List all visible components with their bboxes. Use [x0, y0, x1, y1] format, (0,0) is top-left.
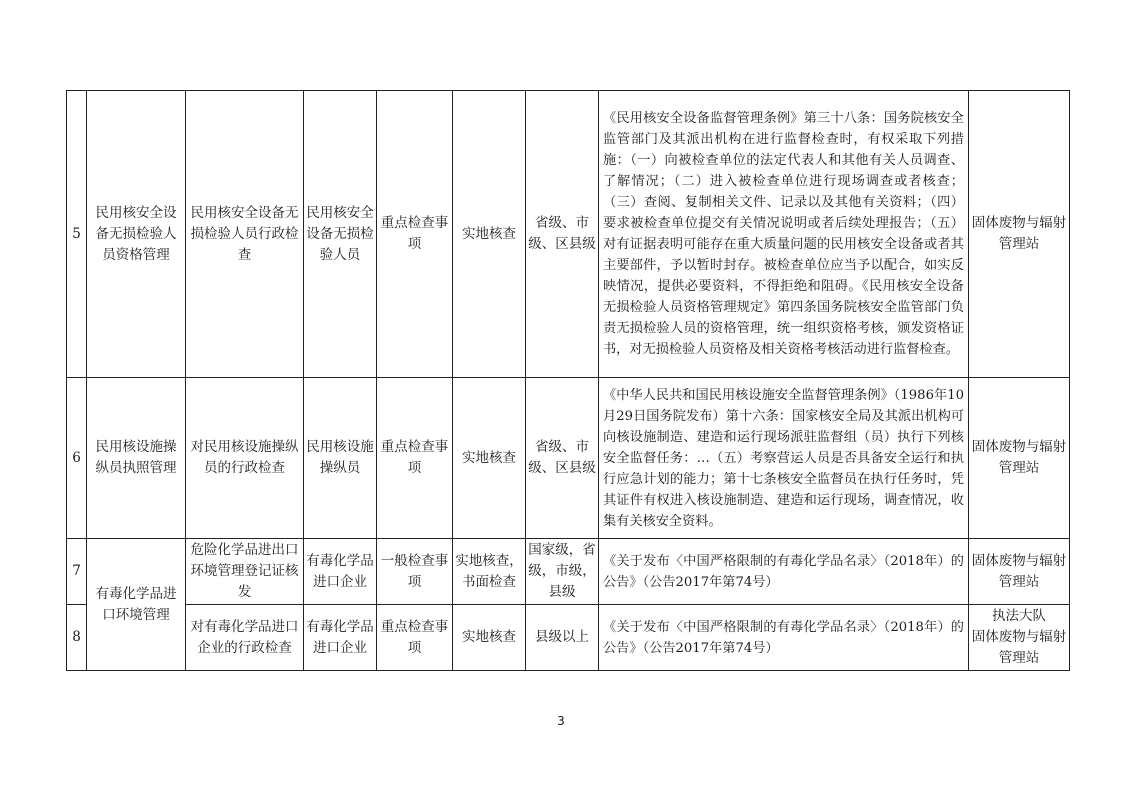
inspection-level: 县级以上	[526, 605, 599, 671]
inspection-object: 民用核设施操纵员	[304, 378, 377, 539]
responsible-department: 固体废物与辐射管理站	[969, 91, 1070, 378]
legal-basis: 《中华人民共和国民用核设施安全监督管理条例》（1986年10月29日国务院发布）第十六条：国家核安全局及其派出机构可向核设施制造、建造和运行现场派驻监督组（员）执行下列核安全监督任务：…（五）考察营运人员是否具备安全运行和执行应急计划的能力；第十七条核安全监督员在执行任务时，凭其证件有权进入核设施制造、建造和运行现场，调查情况，收集有关核安全资料。	[599, 378, 969, 539]
inspection-category: 一般检查事项	[377, 539, 453, 605]
inspection-item: 民用核安全设备无损检验人员资格管理	[87, 91, 186, 378]
inspection-object: 有毒化学品进口企业	[304, 605, 377, 671]
row-number: 6	[67, 378, 87, 539]
inspection-object: 民用核安全设备无损检验人员	[304, 91, 377, 378]
row-number: 8	[67, 605, 87, 671]
inspection-level: 国家级，省级，市级，县级	[526, 539, 599, 605]
row-number: 7	[67, 539, 87, 605]
inspection-item: 民用核设施操纵员执照管理	[87, 378, 186, 539]
inspection-level: 省级、市级、区县级	[526, 91, 599, 378]
inspection-method: 实地核查	[453, 378, 526, 539]
inspection-subitem: 对有毒化学品进口企业的行政检查	[186, 605, 304, 671]
inspection-method: 实地核查，书面检查	[453, 539, 526, 605]
inspection-items-table	[66, 90, 1070, 671]
inspection-level: 省级、市级、区县级	[526, 378, 599, 539]
table-row	[67, 539, 1070, 605]
legal-basis: 《关于发布〈中国严格限制的有毒化学品名录〉（2018年）的公告》（公告2017年第74号）	[599, 539, 969, 605]
inspection-subitem: 危险化学品进出口环境管理登记证核发	[186, 539, 304, 605]
page-number: 3	[557, 714, 565, 728]
table-row	[67, 91, 1070, 378]
responsible-department	[969, 605, 1070, 671]
inspection-category: 重点检查事项	[377, 91, 453, 378]
row-number: 5	[67, 91, 87, 378]
inspection-method: 实地核查	[453, 605, 526, 671]
department-line: 执法大队	[992, 608, 1046, 624]
table-row	[67, 378, 1070, 539]
responsible-department: 固体废物与辐射管理站	[969, 539, 1070, 605]
inspection-subitem: 民用核安全设备无损检验人员行政检查	[186, 91, 304, 378]
department-line: 固体废物与辐射管理站	[971, 629, 1067, 666]
inspection-object: 有毒化学品进口企业	[304, 539, 377, 605]
inspection-item: 有毒化学品进口环境管理	[87, 539, 186, 671]
table-row	[67, 605, 1070, 671]
inspection-category: 重点检查事项	[377, 605, 453, 671]
legal-basis: 《民用核安全设备监督管理条例》第三十八条：国务院核安全监管部门及其派出机构在进行监督检查时，有权采取下列措施：（一）向被检查单位的法定代表人和其他有关人员调查、了解情况；（二）进入被检查单位进行现场调查或者核查；（三）查阅、复制相关文件、记录以及其他有关资料；（四）要求被检查单位提交有关情况说明或者后续处理报告；（五）对有证据表明可能存在重大质量问题的民用核安全设备或者其主要部件，予以暂时封存。被检查单位应当予以配合，如实反映情况，提供必要资料，不得拒绝和阻碍。《民用核安全设备无损检验人员资格管理规定》第四条国务院核安全监管部门负责无损检验人员的资格管理，统一组织资格考核，颁发资格证书，对无损检验人员资格及相关资格考核活动进行监督检查。	[599, 91, 969, 378]
inspection-category: 重点检查事项	[377, 378, 453, 539]
inspection-method: 实地核查	[453, 91, 526, 378]
inspection-subitem: 对民用核设施操纵员的行政检查	[186, 378, 304, 539]
legal-basis: 《关于发布〈中国严格限制的有毒化学品名录〉（2018年）的公告》（公告2017年第74号）	[599, 605, 969, 671]
responsible-department: 固体废物与辐射管理站	[969, 378, 1070, 539]
